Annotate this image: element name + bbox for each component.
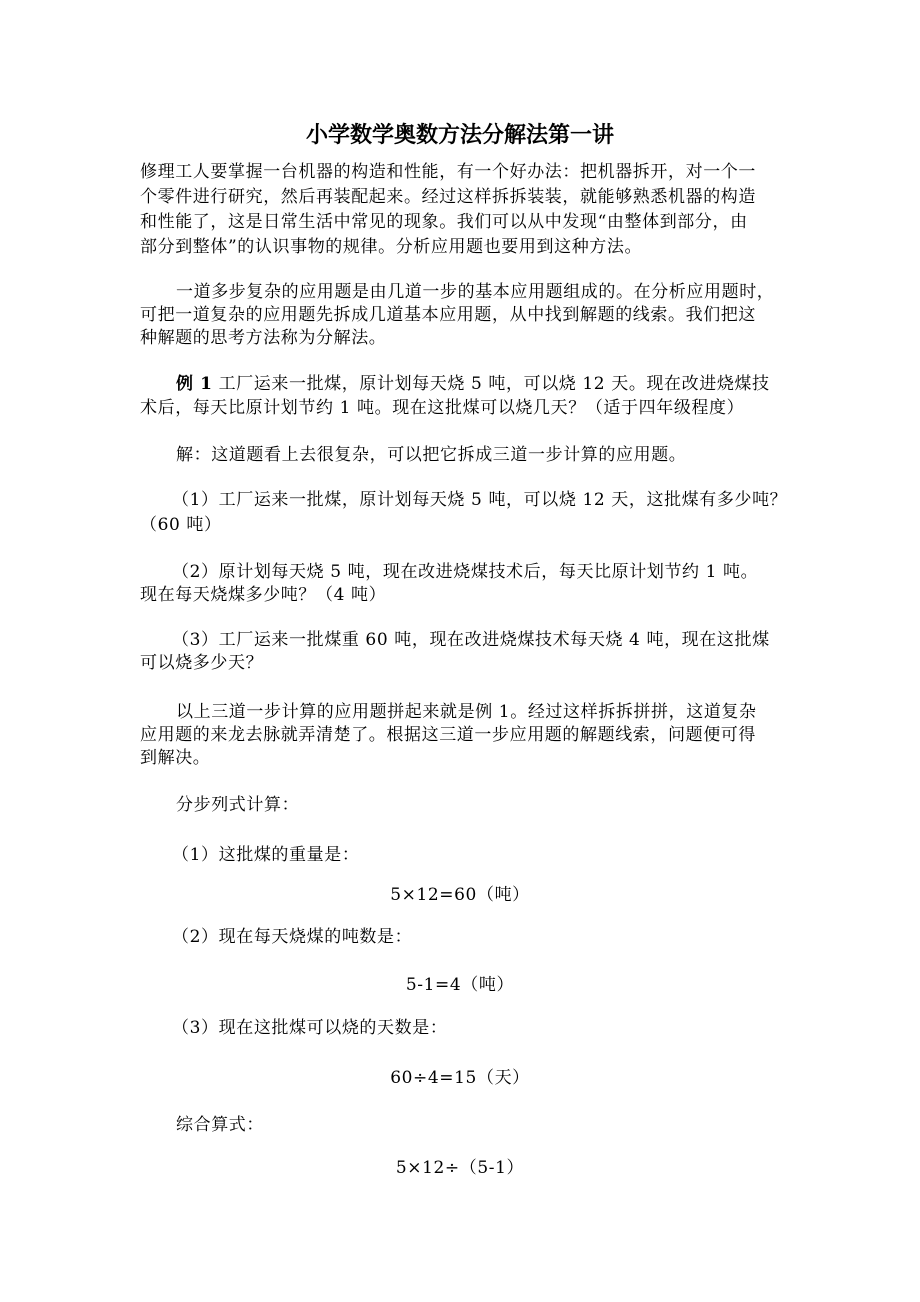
subproblem-line: 可以烧多少天？ bbox=[140, 653, 264, 673]
paragraph-line: 可把一道复杂的应用题先拆成几道基本应用题，从中找到解题的线索。我们把这 bbox=[140, 305, 756, 325]
example-text: 工厂运来一批煤，原计划每天烧 5 吨，可以烧 12 天。现在改进烧煤技 bbox=[212, 374, 770, 394]
formula: 5-1=4（吨） bbox=[405, 975, 515, 995]
paragraph-line: 应用题的来龙去脉就弄清楚了。根据这三道一步应用题的解题线索，问题便可得 bbox=[140, 725, 756, 745]
subproblem-line: （60 吨） bbox=[140, 515, 222, 535]
example-line bbox=[176, 373, 836, 395]
paragraph-line: 一道多步复杂的应用题是由几道一步的基本应用题组成的。在分析应用题时， bbox=[176, 282, 775, 302]
page-title: 小学数学奥数方法分解法第一讲 bbox=[305, 122, 614, 148]
solution-line: 解：这道题看上去很复杂，可以把它拆成三道一步计算的应用题。 bbox=[176, 445, 687, 465]
paragraph-line: 以上三道一步计算的应用题拼起来就是例 1。经过这样拆拆拼拼，这道复杂 bbox=[176, 702, 757, 722]
paragraph-line: 到解决。 bbox=[140, 748, 211, 768]
subproblem-line: （1）工厂运来一批煤，原计划每天烧 5 吨，可以烧 12 天，这批煤有多少吨？ bbox=[172, 490, 788, 510]
example-label: 例 1 bbox=[176, 374, 213, 394]
formula: 5×12÷（5-1） bbox=[395, 1158, 525, 1178]
formula: 60÷4=15（天） bbox=[390, 1068, 530, 1088]
subproblem-line: （2）原计划每天烧 5 吨，现在改进烧煤技术后，每天比原计划节约 1 吨。 bbox=[172, 562, 759, 582]
step-caption: （3）现在这批煤可以烧的天数是： bbox=[172, 1018, 448, 1038]
paragraph-line: 部分到整体”的认识事物的规律。分析应用题也要用到这种方法。 bbox=[140, 237, 643, 257]
paragraph-line: 修理工人要掌握一台机器的构造和性能，有一个好办法：把机器拆开，对一个一 bbox=[140, 162, 756, 182]
combined-label: 综合算式： bbox=[176, 1115, 264, 1135]
subproblem-line: （3）工厂运来一批煤重 60 吨，现在改进烧煤技术每天烧 4 吨，现在这批煤 bbox=[172, 630, 770, 650]
subproblem-line: 现在每天烧煤多少吨？（4 吨） bbox=[140, 585, 387, 605]
step-caption: （2）现在每天烧煤的吨数是： bbox=[172, 927, 413, 947]
formula: 5×12=60（吨） bbox=[390, 885, 530, 905]
paragraph-line: 种解题的思考方法称为分解法。 bbox=[140, 328, 387, 348]
steps-label: 分步列式计算： bbox=[176, 795, 300, 815]
paragraph-line: 和性能了，这是日常生活中常见的现象。我们可以从中发现“由整体到部分，由 bbox=[140, 212, 748, 232]
paragraph-line: 个零件进行研究，然后再装配起来。经过这样拆拆装装，就能够熟悉机器的构造 bbox=[140, 187, 756, 207]
step-caption: （1）这批煤的重量是： bbox=[172, 845, 360, 865]
example-line: 术后，每天比原计划节约 1 吨。现在这批煤可以烧几天？（适于四年级程度） bbox=[140, 398, 745, 418]
